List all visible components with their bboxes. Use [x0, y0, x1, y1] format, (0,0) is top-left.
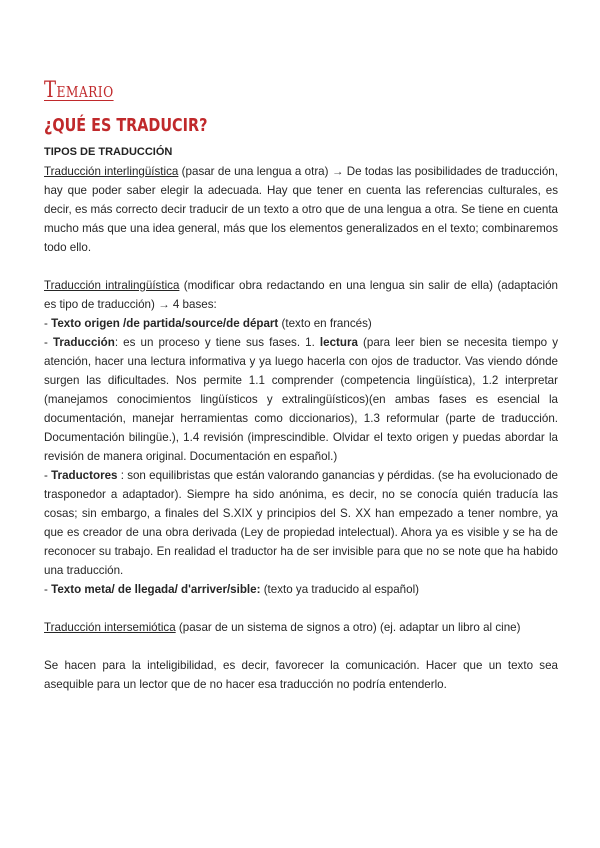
spacer: [44, 599, 558, 618]
list-item-traductores: [44, 466, 558, 580]
bold-traductores: Traductores: [51, 469, 118, 482]
page-title: ¿QUÉ ES TRADUCIR?: [44, 115, 208, 136]
text-texto-meta: (texto ya traducido al español): [260, 583, 420, 596]
subtitle: TIPOS DE TRADUCCIÓN: [44, 146, 173, 158]
bold-texto-origen: Texto origen /de partida/source/de départ: [51, 317, 279, 330]
text-traductores: : son equilibristas que están valorando ganancias y pérdidas. (se ha evolucionado de trasponedor a adaptador). Siempre ha sido anónima, es decir, no se conocía quién traducía las cosas; sin embargo, a finales del S.XIX y principios del S. XX han empezado a tener nombre, ya que es creador de una obra derivada (Ley de propiedad intelectual). Ahora ya es visible y se ha de reconocer su trabajo. En realidad el traductor ha de ser invisible para que no se note que ha habido una traducción.: [44, 469, 558, 577]
list-bullet: -: [44, 469, 52, 482]
bold-texto-meta: Texto meta/ de llegada/ d'arriver/sible:: [51, 583, 261, 596]
text-traduccion-mid: : es un proceso y tiene sus fases. 1.: [114, 336, 320, 349]
list-item-traduccion: [44, 333, 558, 466]
term-intralinguistica: Traducción intralingüística: [44, 279, 180, 292]
list-bullet: -: [44, 317, 52, 330]
document-content: [44, 78, 558, 694]
text-intersemiotica: (pasar de un sistema de signos a otro) (ej. adaptar un libro al cine): [175, 621, 521, 634]
list-bullet: -: [44, 336, 53, 349]
bold-traduccion: Traducción: [52, 336, 115, 349]
term-intersemiotica: Traducción intersemiótica: [44, 621, 176, 634]
spacer: [44, 637, 558, 656]
text-intralinguistica: (modificar obra redactando en una lengua sin salir de ella) (adaptación es tipo de traducción) → 4 bases:: [44, 279, 558, 311]
bold-lectura: lectura: [319, 336, 358, 349]
paragraph-interlinguistica: [44, 162, 558, 257]
list-item-texto-origen: [44, 314, 558, 333]
paragraph-intralinguistica: [44, 276, 558, 314]
paragraph-conclusion: Se hacen para la inteligibilidad, es decir, favorecer la comunicación. Hacer que un texto sea asequible para un lector que de no hacer esa traducción no podría entenderlo.: [44, 659, 558, 691]
paragraph-intersemiotica: [44, 618, 558, 637]
section-heading: Temario: [44, 78, 114, 103]
text-texto-origen: (texto en francés): [278, 317, 372, 330]
list-item-texto-meta: [44, 580, 558, 599]
list-bullet: -: [44, 583, 52, 596]
text-traduccion-rest: (para leer bien se necesita tiempo y atención, hacer una lectura informativa y ya luego hacerla con ojos de traductor. Vas viendo dónde surgen las dificultades. Nos permite 1.1 comprender (competencia lingüística), 1.2 interpretar (manejamos conocimientos lingüísticos y extralingüísticos)(en ambas fases es esencial la documentación, manejar herramientas como diccionarios), 1.3 reformular (parte de traducción. Documentación bilingüe.), 1.4 revisión (imprescindible. Olvidar el texto origen y puedas abordar la revisión de manera original. Documentación en español.): [44, 336, 558, 463]
term-interlinguistica: Traducción interlingüística: [44, 165, 179, 178]
text-interlinguistica: (pasar de una lengua a otra) → De todas las posibilidades de traducción, hay que poder saber elegir la adecuada. Hay que tener en cuenta las referencias culturales, es decir, es más correcto decir traducir de un texto a otro que de una lengua a otra. Se tiene en cuenta mucho más que una idea general, más que los elementos generalizados en el texto; combinaremos todo ello.: [44, 165, 558, 254]
spacer: [44, 257, 558, 276]
